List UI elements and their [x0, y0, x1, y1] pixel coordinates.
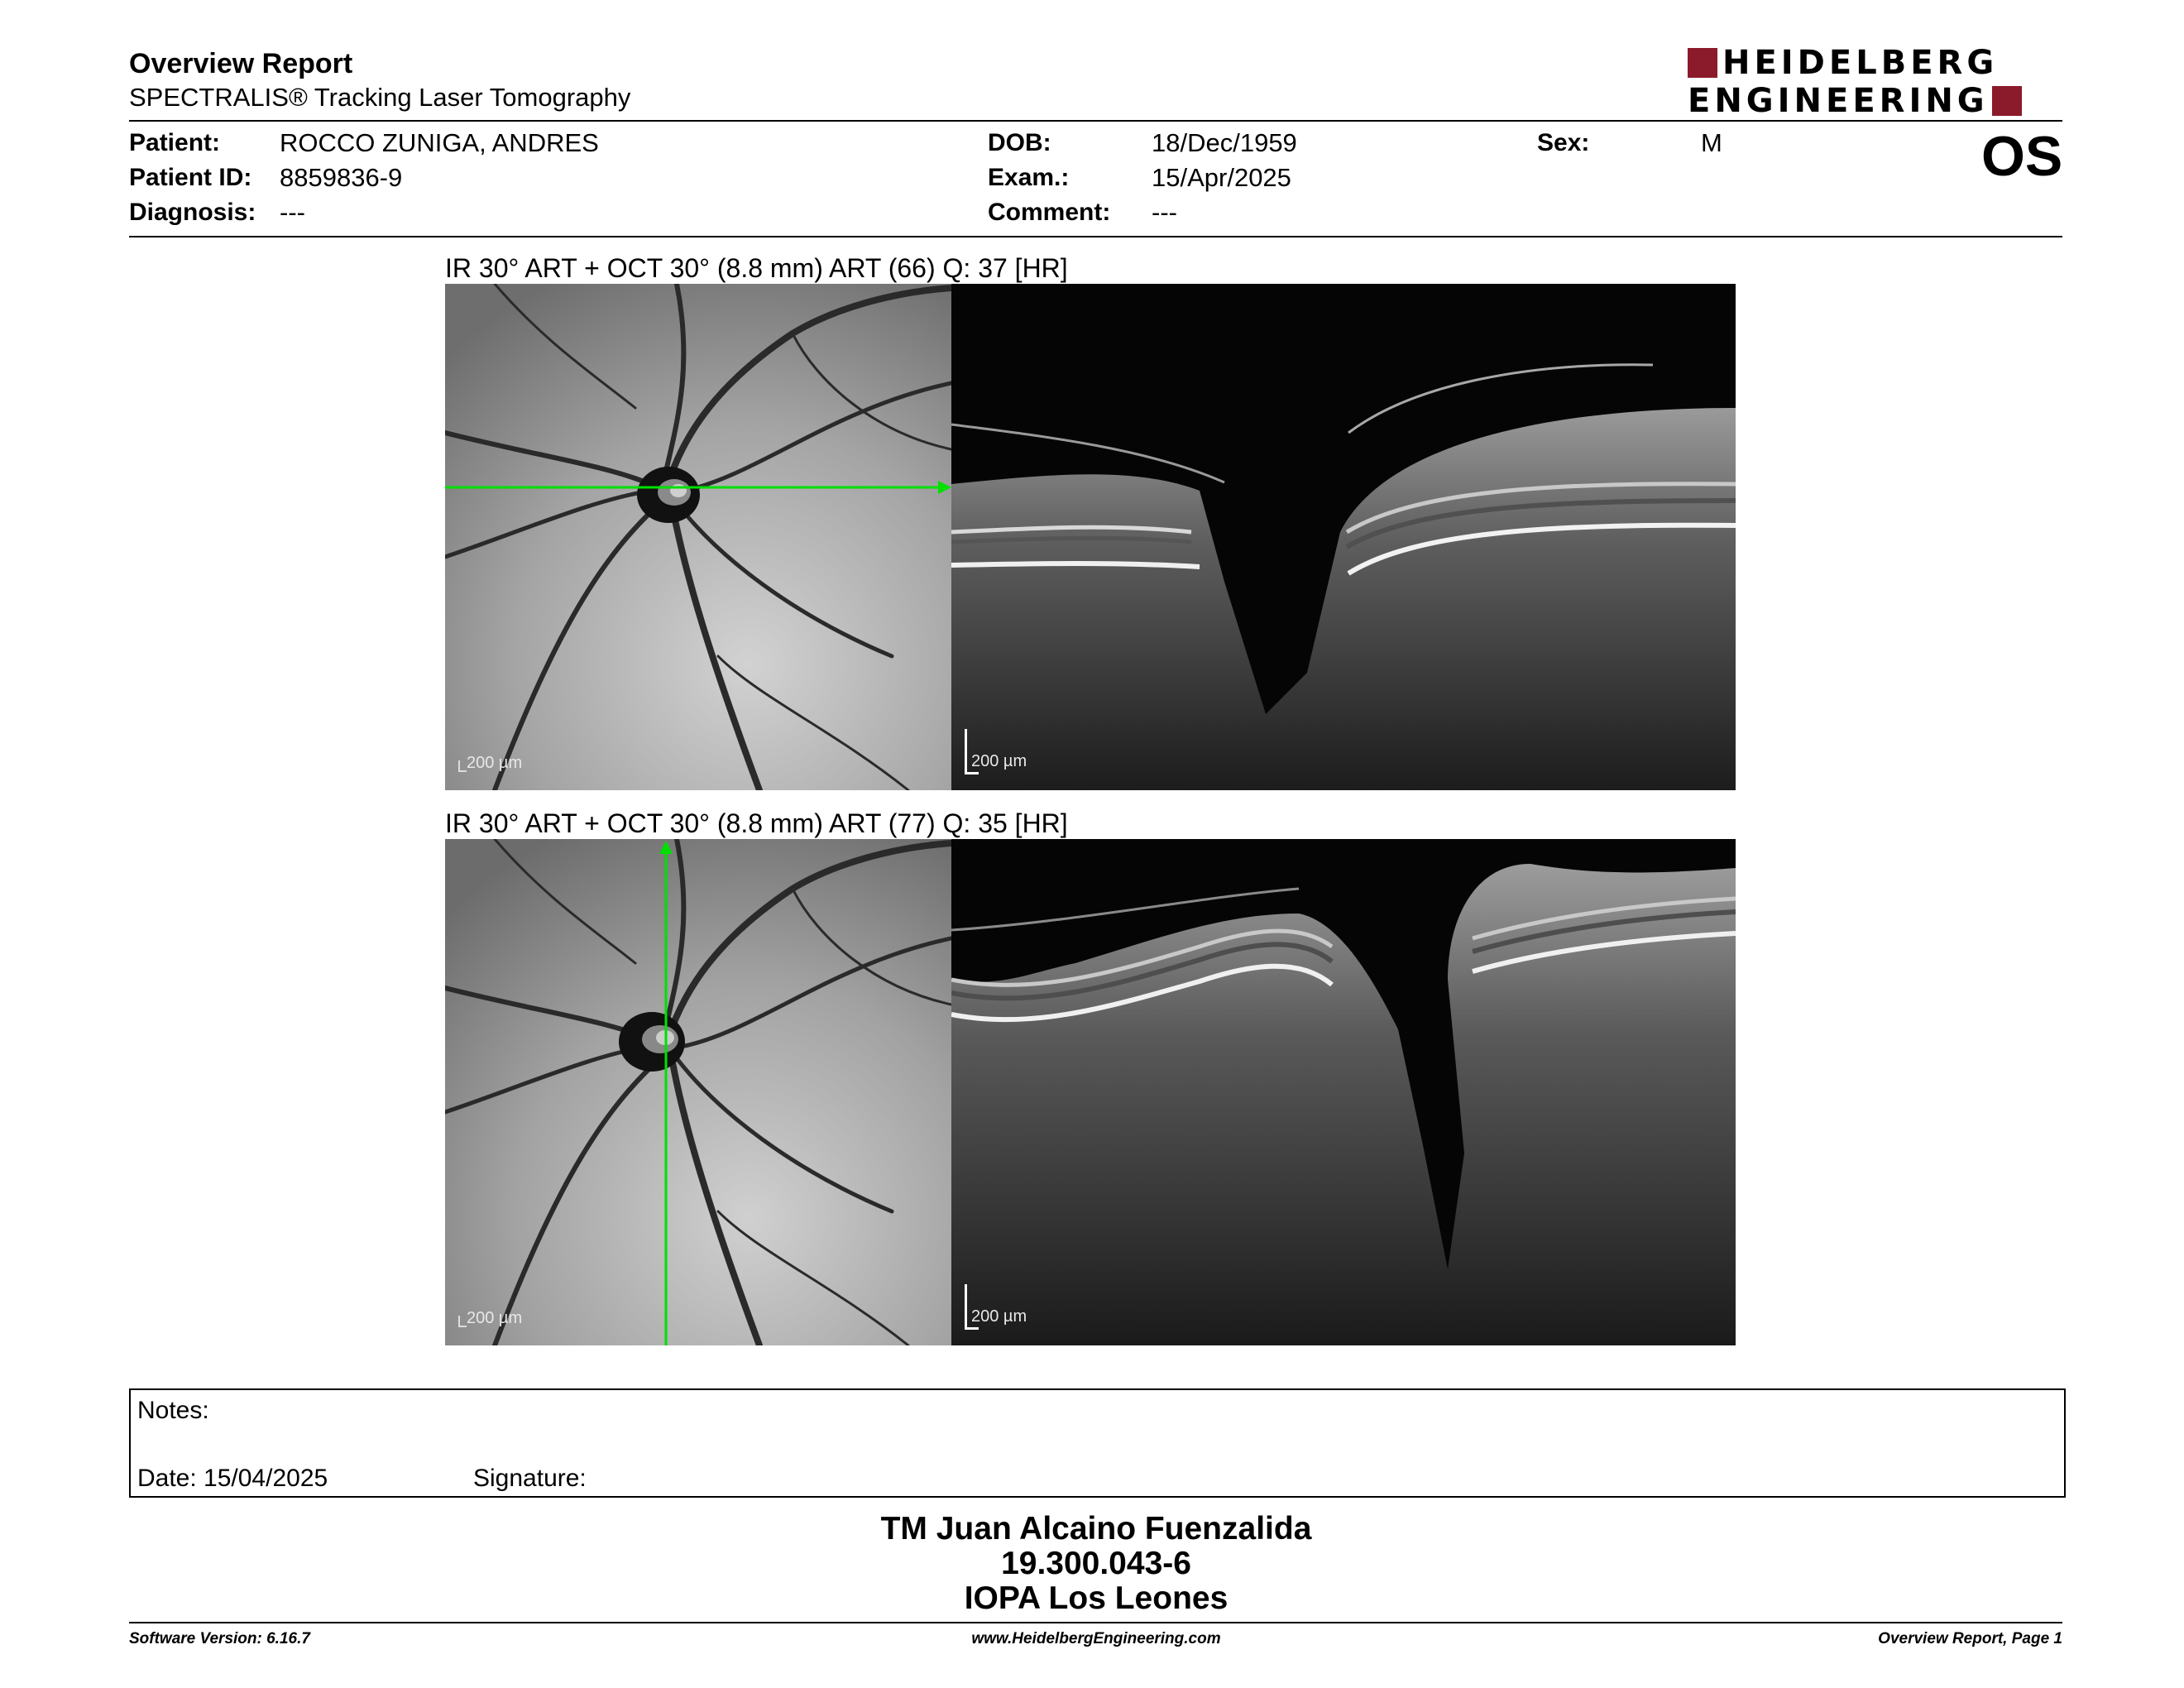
logo-text-line1: HEIDELBERG	[1722, 44, 1999, 82]
exam-value: 15/Apr/2025	[1152, 163, 1291, 192]
logo-square-icon	[1992, 86, 2022, 116]
ir-fundus-image	[445, 839, 951, 1345]
scale-bar-icon	[458, 1316, 467, 1327]
heidelberg-logo	[1688, 44, 2067, 120]
patient-id-label: Patient ID:	[129, 164, 252, 191]
footer-divider	[129, 1622, 2062, 1623]
signer-name: TM Juan Alcaino Fuenzalida	[880, 1511, 1312, 1547]
logo-square-icon	[1688, 48, 1717, 78]
signer-id: 19.300.043-6	[1001, 1546, 1191, 1581]
fundus-scale-label: 200 µm	[467, 754, 523, 772]
signature-label: Signature:	[473, 1465, 587, 1492]
exam-label: Exam.:	[988, 164, 1070, 191]
oct-scale-label: 200 µm	[971, 1307, 1027, 1326]
comment-value: ---	[1152, 198, 1177, 227]
dob-value: 18/Dec/1959	[1152, 128, 1297, 157]
notes-label: Notes:	[137, 1397, 209, 1424]
ir-fundus-image	[445, 284, 951, 790]
report-title: Overview Report	[129, 48, 353, 79]
oct-bscan-image	[951, 284, 1736, 790]
patient-id: 8859836-9	[280, 163, 403, 192]
diagnosis-label: Diagnosis:	[129, 199, 256, 226]
page-number: Overview Report, Page 1	[1878, 1630, 2062, 1647]
signer-institution: IOPA Los Leones	[964, 1580, 1228, 1616]
eye-indicator: OS	[1981, 125, 2063, 188]
patient-divider	[129, 236, 2062, 237]
diagnosis-value: ---	[280, 198, 305, 227]
comment-label: Comment:	[988, 199, 1111, 226]
logo-text-line2: ENGINEERING	[1688, 82, 1989, 120]
patient-label: Patient:	[129, 129, 221, 156]
oct-bscan-image	[951, 839, 1736, 1345]
scale-bar-icon	[458, 760, 467, 772]
header-divider	[129, 120, 2062, 122]
fundus-scale-label: 200 µm	[467, 1309, 523, 1327]
scan-caption: IR 30° ART + OCT 30° (8.8 mm) ART (66) Q: 37 [HR]	[445, 253, 1068, 283]
sex-value: M	[1701, 128, 1722, 157]
patient-name: ROCCO ZUNIGA, ANDRES	[280, 128, 599, 157]
website-link[interactable]: www.HeidelbergEngineering.com	[971, 1630, 1221, 1647]
dob-label: DOB:	[988, 129, 1051, 156]
software-version: Software Version: 6.16.7	[129, 1630, 310, 1647]
scan-caption: IR 30° ART + OCT 30° (8.8 mm) ART (77) Q: 35 [HR]	[445, 808, 1068, 838]
date-label: Date: 15/04/2025	[137, 1465, 328, 1492]
sex-label: Sex:	[1537, 129, 1590, 156]
report-subtitle: SPECTRALIS® Tracking Laser Tomography	[129, 83, 631, 112]
oct-scale-label: 200 µm	[971, 752, 1027, 770]
notes-box[interactable]	[129, 1388, 2066, 1498]
